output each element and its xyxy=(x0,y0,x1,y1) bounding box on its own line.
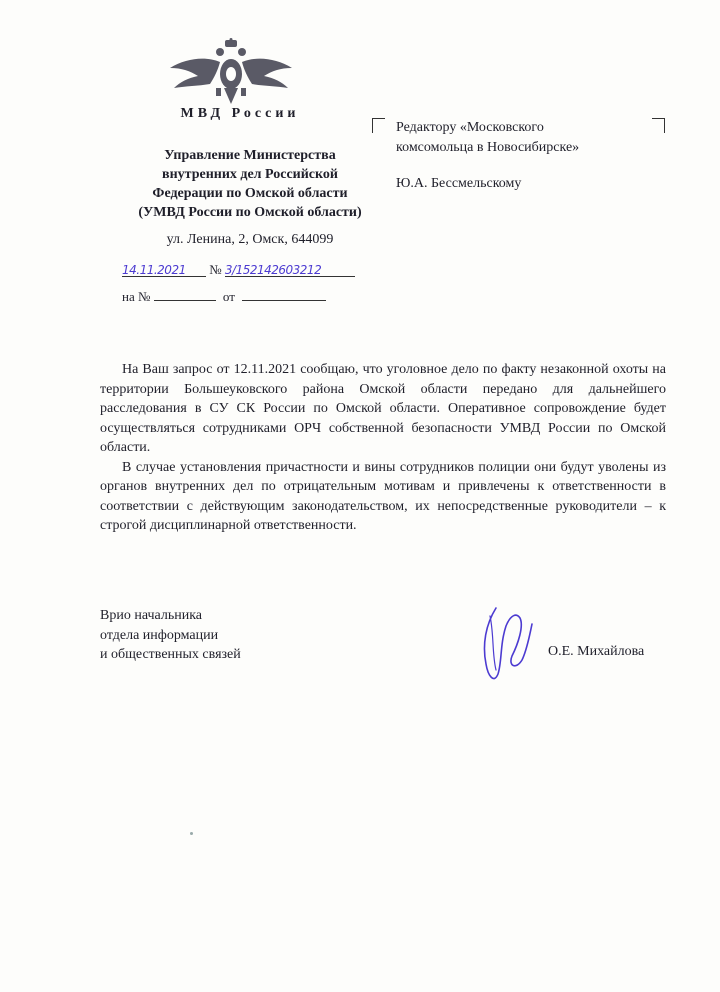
paper-speck xyxy=(190,832,193,835)
letter-body xyxy=(100,360,666,536)
department-address: ул. Ленина, 2, Омск, 644099 xyxy=(166,232,334,247)
reference-line xyxy=(122,286,362,306)
handwritten-signature xyxy=(476,604,540,688)
double-headed-eagle-emblem xyxy=(168,38,294,108)
reference-from-label: от xyxy=(222,289,235,304)
signatory-title-line: отдела информации xyxy=(100,627,219,643)
recipient-line: комсомольца в Новосибирске» xyxy=(396,140,580,155)
recipient-bracket-left xyxy=(372,118,385,133)
reference-date-blank xyxy=(242,286,326,301)
department-line: (УМВД России по Омской области) xyxy=(138,205,362,220)
outgoing-number-field xyxy=(225,262,355,277)
body-paragraph: На Ваш запрос от 12.11.2021 сообщаю, что уголовное дело по факту незаконной охоты на территории Большеуковского района Омской области передано для дальнейшего расследования в СУ СК России по Омской области. Оперативное сопровождение будет осуществляться сотрудниками ОРЧ собственной безопасности УМВД России по Омской области. xyxy=(100,362,666,455)
signatory-name: О.Е. Михайлова xyxy=(548,644,645,659)
reference-number-blank xyxy=(154,286,216,301)
recipient-line: Редактору «Московского xyxy=(396,120,544,135)
reference-prefix: на № xyxy=(122,289,151,304)
signatory-title-line: Врио начальника xyxy=(100,608,203,623)
department-line: Федерации по Омской области xyxy=(152,186,348,201)
outgoing-registration-line xyxy=(122,262,362,282)
signatory-title-line: и общественных связей xyxy=(100,647,241,662)
department-line: Управление Министерства xyxy=(164,148,336,163)
signatory-title xyxy=(100,606,241,665)
department-line: внутренних дел Российской xyxy=(162,167,338,182)
recipient-title xyxy=(396,118,646,158)
handwritten-number: 3/152142603212 xyxy=(224,263,322,277)
recipient-bracket-right xyxy=(652,118,665,133)
body-paragraph: В случае установления причастности и вины сотрудников полиции они будут уволены из органов внутренних дел по отрицательным мотивам и привлечены к ответственности в соответствии с действующим законодательством, их непосредственные руководители – к строгой дисциплинарной ответственности. xyxy=(100,459,666,533)
handwritten-date: 14.11.2021 xyxy=(122,263,186,277)
outgoing-date-field xyxy=(122,262,206,277)
agency-name: МВД России xyxy=(180,106,300,121)
recipient-name: Ю.А. Бессмельскому xyxy=(396,176,522,191)
number-sign: № xyxy=(209,262,222,277)
department-name xyxy=(110,146,390,222)
